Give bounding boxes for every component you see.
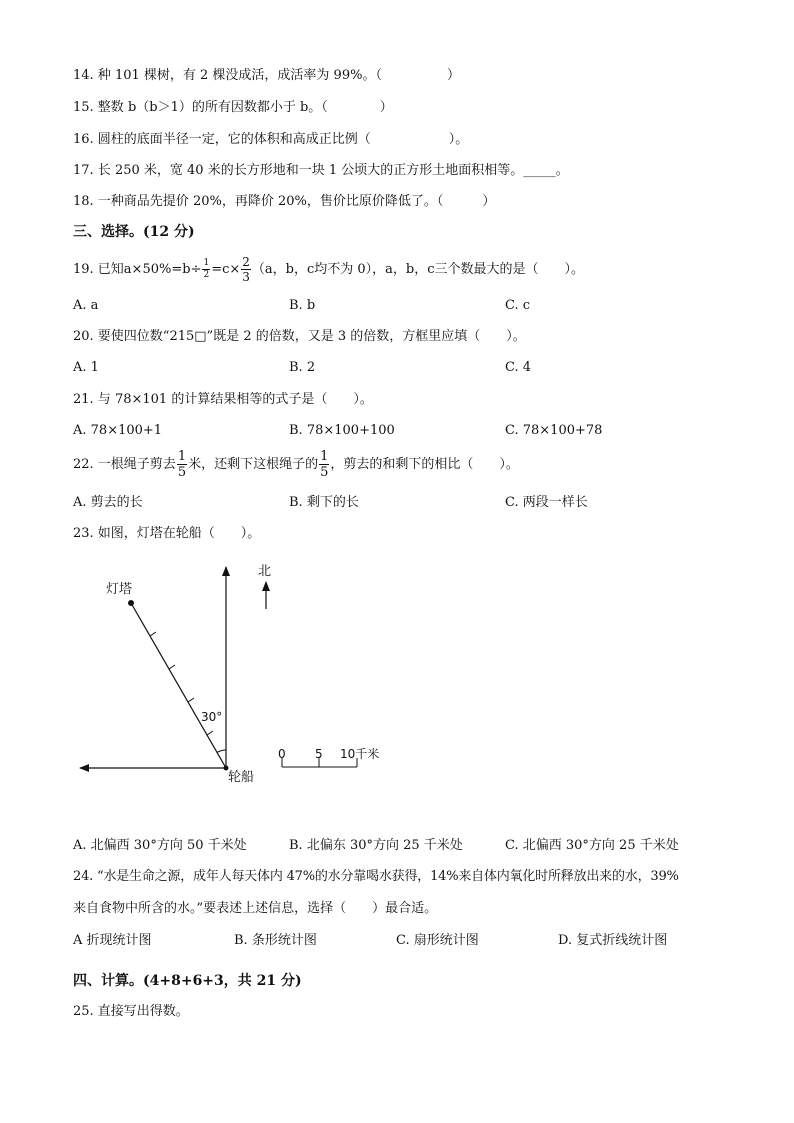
angle-arc: [217, 750, 226, 752]
q20-option-a: A. 1: [73, 360, 99, 375]
q23-option-c: C. 北偏西 30°方向 25 千米处: [505, 838, 679, 853]
tick-mark: [150, 632, 156, 636]
question-23: 23. 如图，灯塔在轮船（ ）。: [73, 526, 261, 541]
q20-option-c: C. 4: [505, 360, 532, 375]
question-22: [73, 447, 519, 483]
q22-option-b: B. 剩下的长: [289, 495, 359, 510]
question-20: 20. 要使四位数“215□”既是 2 的倍数，又是 3 的倍数，方框里应填（ ）。: [73, 329, 526, 344]
question-25: 25. 直接写出得数。: [73, 1004, 189, 1019]
fraction-half: $\frac{1}{2}$: [203, 258, 210, 280]
question-17: 17. 长 250 米，宽 40 米的长方形地和一块 1 公顷大的正方形土地面积相等。_____。: [73, 163, 569, 178]
question-24-line-1: 24. “水是生命之源，成年人每天体内 47%的水分靠喝水获得，14%来自体内氧化时所释放出来的水，39%: [73, 869, 679, 884]
q19-mid: =c×: [211, 262, 241, 277]
scale-label-5: 5: [315, 747, 323, 761]
q19-option-b: B. b: [289, 298, 316, 313]
tick-mark: [188, 698, 194, 702]
q24-option-d: D. 复式折线统计图: [558, 933, 668, 948]
section-4-heading: 四、计算。(4+8+6+3，共 21 分): [73, 973, 302, 989]
q19-option-a: A. a: [73, 298, 99, 313]
tick-mark: [169, 665, 175, 669]
question-21: 21. 与 78×101 的计算结果相等的式子是（ ）。: [73, 392, 373, 407]
fraction-one-fifth: $\frac{1}{5}$: [177, 449, 187, 480]
q22-option-c: C. 两段一样长: [505, 495, 588, 510]
question-14: 14. 种 101 棵树，有 2 棵没成活，成活率为 99%。（ ）: [73, 68, 460, 83]
q19-suffix: （a，b，c均不为 0），a，b，c三个数最大的是（ ）。: [251, 262, 585, 277]
q22-prefix: 22. 一根绳子剪去: [73, 457, 176, 472]
direction-diagram: [70, 555, 400, 795]
tick-mark: [207, 731, 213, 735]
ship-label: 轮船: [228, 770, 255, 785]
q24-option-b: B. 条形统计图: [234, 933, 317, 948]
q21-option-a: A. 78×100+1: [73, 423, 163, 438]
section-3-heading: 三、选择。(12 分): [73, 224, 195, 240]
q24-option-a: A 折现统计图: [73, 933, 152, 948]
q22-suffix: ，剪去的和剩下的相比（ ）。: [330, 457, 519, 472]
north-label: 北: [258, 564, 272, 579]
q19-prefix: 19. 已知a×50%=b÷: [73, 262, 202, 277]
scale-label-0: 0: [278, 747, 286, 761]
question-15: 15. 整数 b（b＞1）的所有因数都小于 b。（ ）: [73, 100, 393, 115]
question-19: [73, 255, 584, 285]
q19-option-c: C. c: [505, 298, 531, 313]
ship-to-lighthouse-line: [131, 603, 226, 768]
lighthouse-label: 灯塔: [106, 582, 133, 597]
fraction-one-fifth-2: $\frac{1}{5}$: [320, 449, 329, 480]
q21-option-c: C. 78×100+78: [505, 423, 603, 438]
q23-option-a: A. 北偏西 30°方向 50 千米处: [73, 838, 247, 853]
question-18: 18. 一种商品先提价 20%，再降价 20%，售价比原价降低了。（ ）: [73, 194, 496, 209]
scale-label-10: 10千米: [340, 747, 380, 761]
q23-option-b: B. 北偏东 30°方向 25 千米处: [289, 838, 463, 853]
question-24-line-2: 来自食物中所含的水。”要表述上述信息，选择（ ）最合适。: [73, 901, 438, 916]
q22-option-a: A. 剪去的长: [73, 495, 143, 510]
angle-label: 30°: [201, 710, 223, 724]
q20-option-b: B. 2: [289, 360, 316, 375]
question-16: 16. 圆柱的底面半径一定，它的体积和高成正比例（ ）。: [73, 132, 469, 147]
q24-option-c: C. 扇形统计图: [396, 933, 479, 948]
lighthouse-point: [128, 600, 134, 606]
q22-mid: 米，还剩下这根绳子的: [188, 457, 319, 472]
fraction-two-thirds: $\frac{2}{3}$: [242, 255, 250, 284]
q21-option-b: B. 78×100+100: [289, 423, 395, 438]
